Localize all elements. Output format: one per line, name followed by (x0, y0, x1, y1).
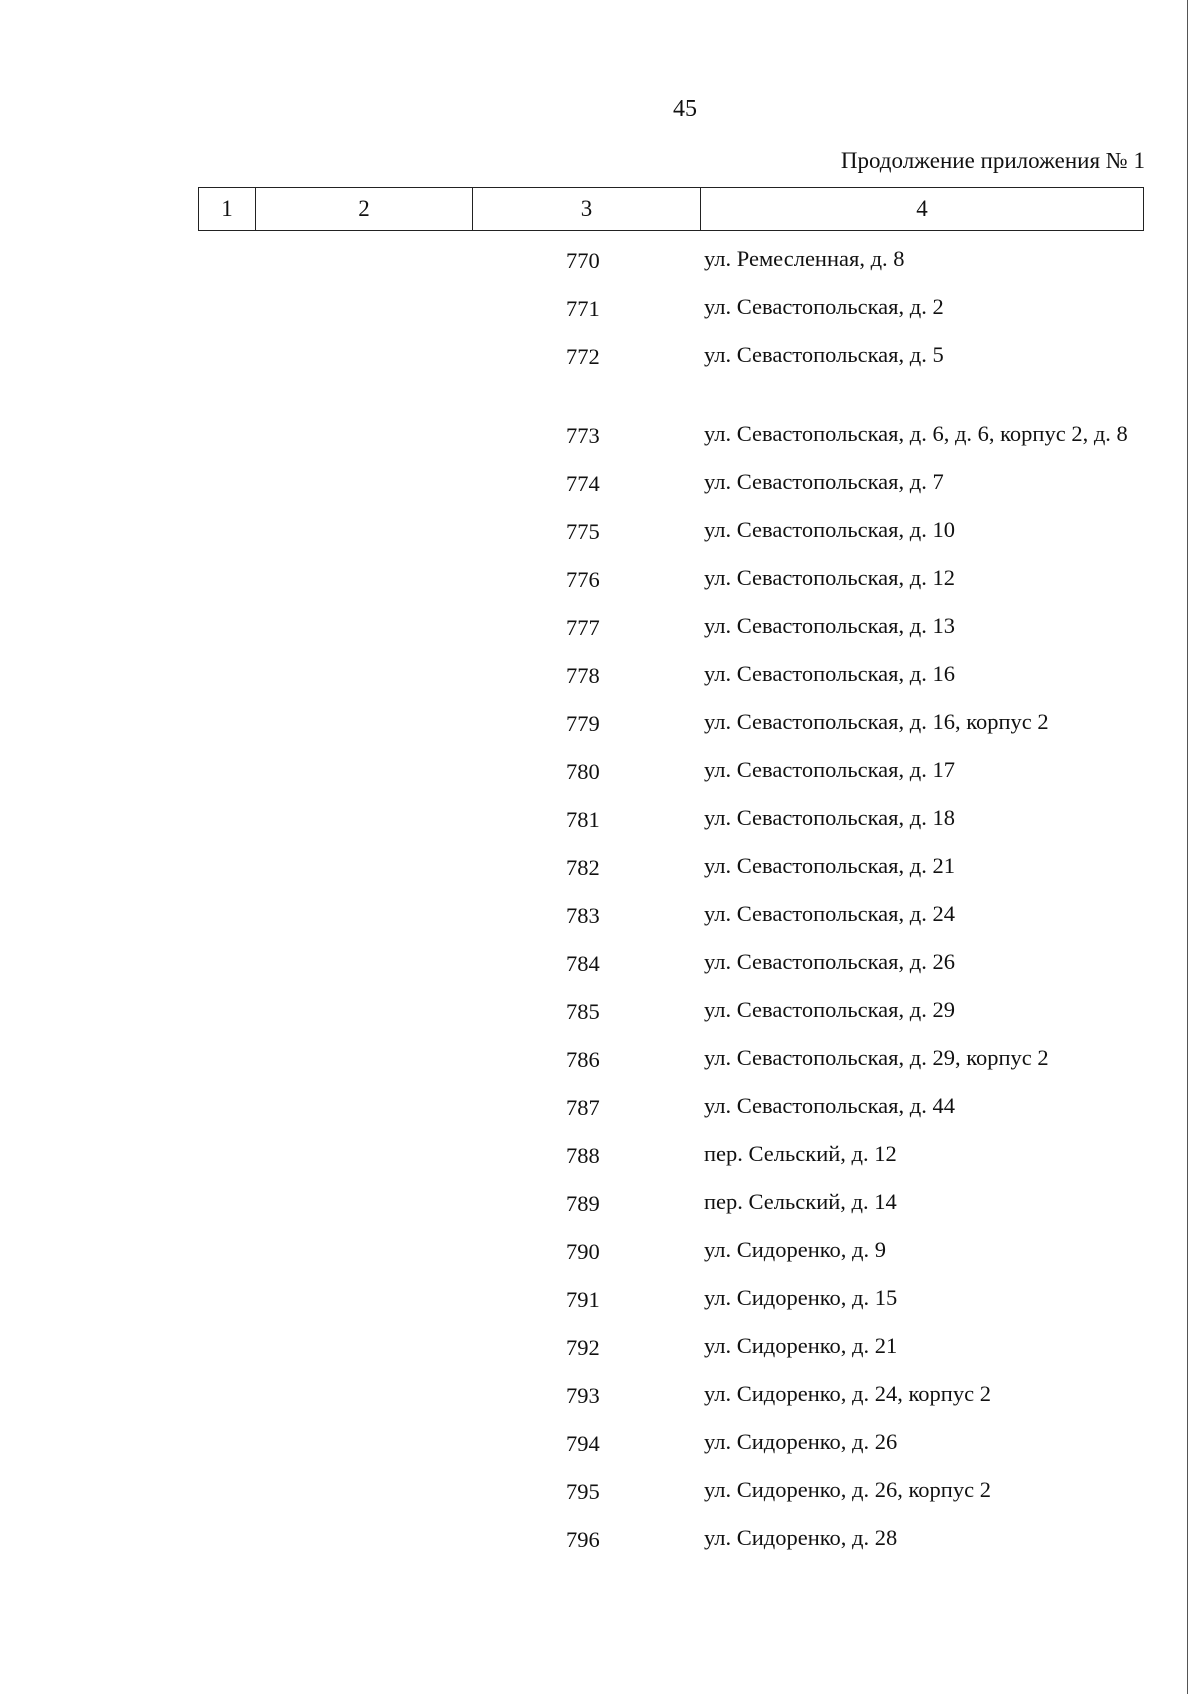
table-row (0, 1275, 1200, 1323)
row-address: пер. Сельский, д. 12 (704, 1141, 897, 1166)
table-row (0, 1515, 1200, 1563)
row-number: 788 (566, 1143, 600, 1168)
row-number: 792 (566, 1335, 600, 1360)
header-cell-4: 4 (916, 196, 928, 221)
continuation-caption: Продолжение приложения № 1 (840, 148, 1145, 173)
header-cell-1: 1 (199, 188, 256, 230)
table-row (0, 284, 1200, 332)
row-number: 795 (566, 1479, 600, 1504)
row-number: 781 (566, 807, 600, 832)
header-cell-2: 2 (256, 188, 473, 230)
row-number: 789 (566, 1191, 600, 1216)
table-row (0, 603, 1200, 651)
row-address: ул. Сидоренко, д. 28 (704, 1525, 898, 1550)
row-address: ул. Севастопольская, д. 12 (704, 565, 955, 590)
row-address: ул. Севастопольская, д. 7 (704, 469, 944, 494)
table-row (0, 1179, 1200, 1227)
table-row (0, 1227, 1200, 1275)
row-address: ул. Севастопольская, д. 16 (704, 661, 955, 686)
table-row (0, 651, 1200, 699)
table-row (0, 1131, 1200, 1179)
table-row (0, 332, 1200, 380)
row-number: 791 (566, 1287, 600, 1312)
row-number: 794 (566, 1431, 600, 1456)
row-number: 772 (566, 344, 600, 369)
row-address: ул. Севастопольская, д. 13 (704, 613, 955, 638)
row-number: 779 (566, 711, 600, 736)
row-number: 778 (566, 663, 600, 688)
address-list (0, 236, 1200, 1563)
row-address: ул. Севастопольская, д. 5 (704, 342, 944, 367)
table-row (0, 699, 1200, 747)
row-number: 786 (566, 1047, 600, 1072)
table-row (0, 459, 1200, 507)
row-address: ул. Сидоренко, д. 21 (704, 1333, 898, 1358)
table-row (0, 1467, 1200, 1515)
row-number: 780 (566, 759, 600, 784)
row-address: ул. Сидоренко, д. 9 (704, 1237, 886, 1262)
table-row (0, 236, 1200, 284)
row-address: ул. Севастопольская, д. 26 (704, 949, 955, 974)
header-cell-3: 3 (473, 188, 701, 230)
row-address: ул. Севастопольская, д. 16, корпус 2 (704, 709, 1049, 734)
row-address: ул. Севастопольская, д. 10 (704, 517, 955, 542)
table-row (0, 843, 1200, 891)
row-address: ул. Ремесленная, д. 8 (704, 246, 905, 271)
table-row (0, 1323, 1200, 1371)
row-number: 783 (566, 903, 600, 928)
table-row (0, 380, 1200, 459)
table-header (198, 187, 1144, 231)
table-row (0, 891, 1200, 939)
row-number: 773 (566, 423, 600, 448)
table-row (0, 939, 1200, 987)
row-number: 784 (566, 951, 600, 976)
row-address: ул. Севастопольская, д. 29 (704, 997, 955, 1022)
row-address: ул. Севастопольская, д. 6, д. 6, корпус 2, д. 8 (704, 421, 1128, 446)
row-address: пер. Сельский, д. 14 (704, 1189, 897, 1214)
row-number: 774 (566, 471, 600, 496)
row-number: 777 (566, 615, 600, 640)
row-number: 776 (566, 567, 600, 592)
row-address: ул. Севастопольская, д. 24 (704, 901, 955, 926)
row-number: 771 (566, 296, 600, 321)
table-row (0, 747, 1200, 795)
row-number: 790 (566, 1239, 600, 1264)
table-row (0, 795, 1200, 843)
row-number: 775 (566, 519, 600, 544)
table-row (0, 1035, 1200, 1083)
row-address: ул. Сидоренко, д. 24, корпус 2 (704, 1381, 991, 1406)
row-address: ул. Севастопольская, д. 2 (704, 294, 944, 319)
row-address: ул. Севастопольская, д. 29, корпус 2 (704, 1045, 1049, 1070)
table-row (0, 987, 1200, 1035)
row-number: 793 (566, 1383, 600, 1408)
table-row (0, 555, 1200, 603)
row-number: 785 (566, 999, 600, 1024)
table-row (0, 507, 1200, 555)
row-address: ул. Севастопольская, д. 21 (704, 853, 955, 878)
page-edge-line (1187, 0, 1188, 1694)
row-number: 782 (566, 855, 600, 880)
table-row (0, 1419, 1200, 1467)
table-row (0, 1083, 1200, 1131)
page-number: 45 (673, 96, 697, 122)
row-number: 787 (566, 1095, 600, 1120)
row-address: ул. Севастопольская, д. 18 (704, 805, 955, 830)
row-number: 770 (566, 248, 600, 273)
row-address: ул. Сидоренко, д. 26, корпус 2 (704, 1477, 991, 1502)
row-address: ул. Сидоренко, д. 15 (704, 1285, 898, 1310)
row-address: ул. Сидоренко, д. 26 (704, 1429, 898, 1454)
table-row (0, 1371, 1200, 1419)
row-address: ул. Севастопольская, д. 17 (704, 757, 955, 782)
row-address: ул. Севастопольская, д. 44 (704, 1093, 955, 1118)
row-number: 796 (566, 1527, 600, 1552)
